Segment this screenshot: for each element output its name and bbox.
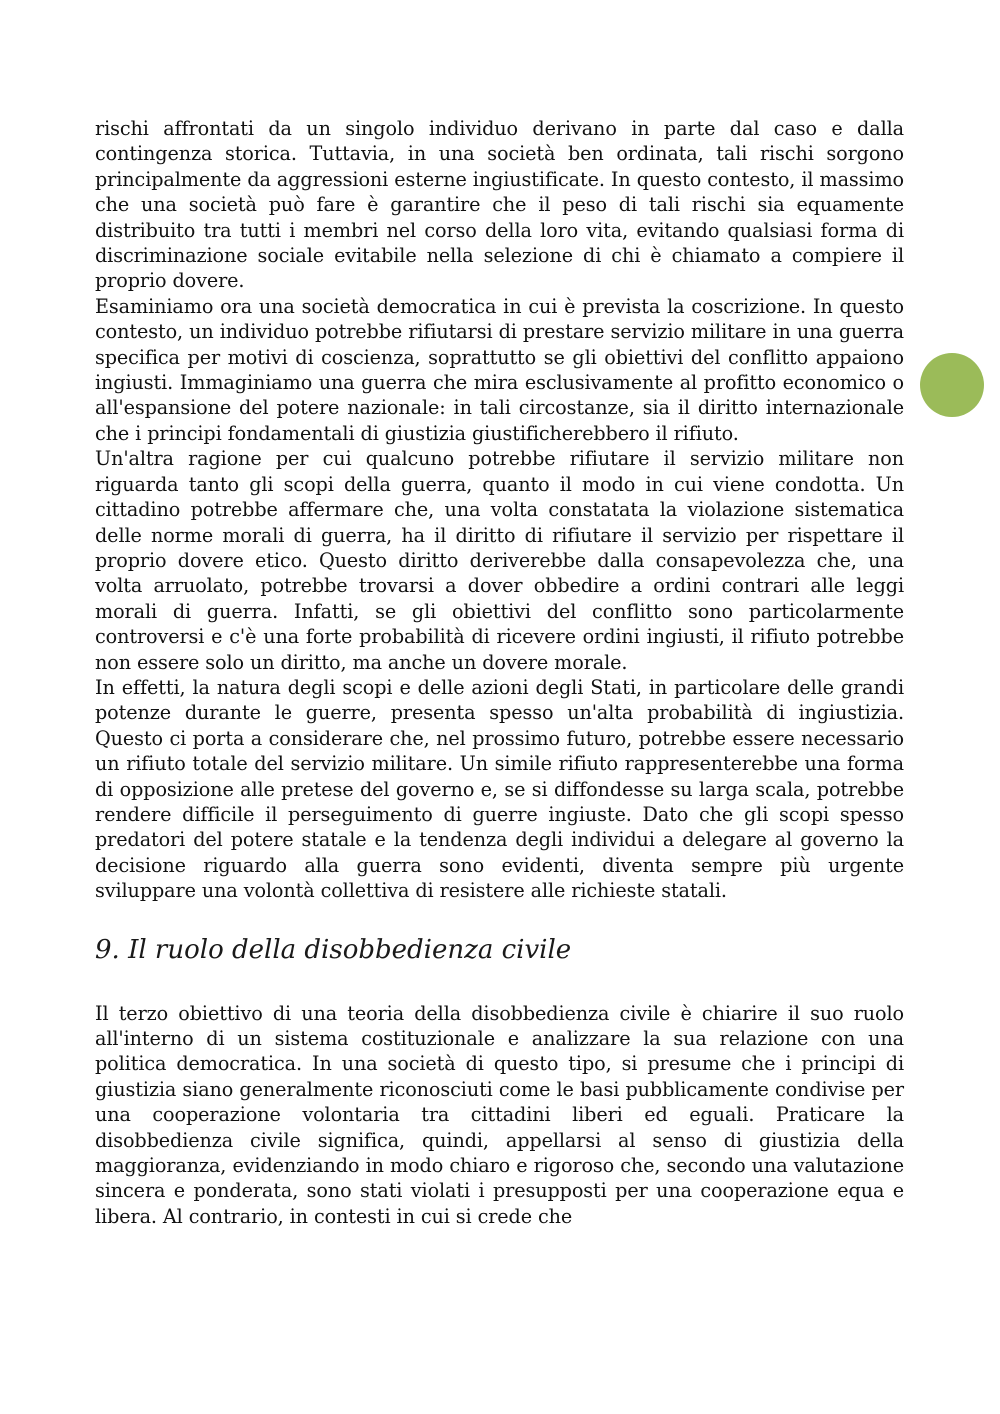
document-body (95, 116, 904, 1229)
body-paragraph: rischi affrontati da un singolo individuo derivano in parte dal caso e dalla contingenza storica. Tuttavia, in una società ben ordinata, tali rischi sorgono principalmente da aggressioni esterne ingiustificate. In questo contesto, il massimo che una società può fare è garantire che il peso di tali rischi sia equamente distribuito tra tutti i membri nel corso della loro vita, evitando qualsiasi forma di discriminazione sociale evitabile nella selezione di chi è chiamato a compiere il proprio dovere. (95, 117, 904, 293)
green-circle-marker (920, 353, 984, 417)
body-paragraph: Esaminiamo ora una società democratica in cui è prevista la coscrizione. In questo contesto, un individuo potrebbe rifiutarsi di prestare servizio militare in una guerra specifica per motivi di coscienza, soprattutto se gli obiettivi del conflitto appaiono ingiusti. Immaginiamo una guerra che mira esclusivamente al profitto economico o all'espansione del potere nazionale: in tali circostanze, sia il diritto internazionale che i principi fondamentali di giustizia giustificherebbero il rifiuto. (95, 294, 904, 445)
section-heading: 9. Il ruolo della disobbedienza civile (95, 934, 572, 965)
body-paragraph: Il terzo obiettivo di una teoria della disobbedienza civile è chiarire il suo ruolo all'interno di un sistema costituzionale e analizzare la sua relazione con una politica democratica. In una società di questo tipo, si presume che i principi di giustizia siano generalmente riconosciuti come le basi pubblicamente condivise per una cooperazione volontaria tra cittadini liberi ed eguali. Praticare la disobbedienza civile significa, quindi, appellarsi al senso di giustizia della maggioranza, evidenziando in modo chiaro e rigoroso che, secondo una valutazione sincera e ponderata, sono stati violati i presupposti per una cooperazione equa e libera. Al contrario, in contesti in cui si crede che (95, 1001, 904, 1228)
body-paragraph: In effetti, la natura degli scopi e delle azioni degli Stati, in particolare delle grandi potenze durante le guerre, presenta spesso un'alta probabilità di ingiustizia. Questo ci porta a considerare che, nel prossimo futuro, potrebbe essere necessario un rifiuto totale del servizio militare. Un simile rifiuto rappresenterebbe una forma di opposizione alle pretese del governo e, se si diffondesse su larga scala, potrebbe rendere difficile il perseguimento di guerre ingiuste. Dato che gli scopi spesso predatori del potere statale e la tendenza degli individui a delegare al governo la decisione riguardo alla guerra sono evidenti, diventa sempre più urgente sviluppare una volontà collettiva di resistere alle richieste statali. (95, 675, 904, 903)
body-paragraph: Un'altra ragione per cui qualcuno potrebbe rifiutare il servizio militare non riguarda tanto gli scopi della guerra, quanto il modo in cui viene condotta. Un cittadino potrebbe affermare che, una volta constatata la violazione sistematica delle norme morali di guerra, ha il diritto di rifiutare il servizio per rispettare il proprio dovere etico. Questo diritto deriverebbe dalla consapevolezza che, una volta arruolato, potrebbe trovarsi a dover obbedire a ordini contrari alle leggi morali di guerra. Infatti, se gli obiettivi del conflitto sono particolarmente controversi e c'è una forte probabilità di ricevere ordini ingiusti, il rifiuto potrebbe non essere solo un diritto, ma anche un dovere morale. (95, 447, 904, 674)
